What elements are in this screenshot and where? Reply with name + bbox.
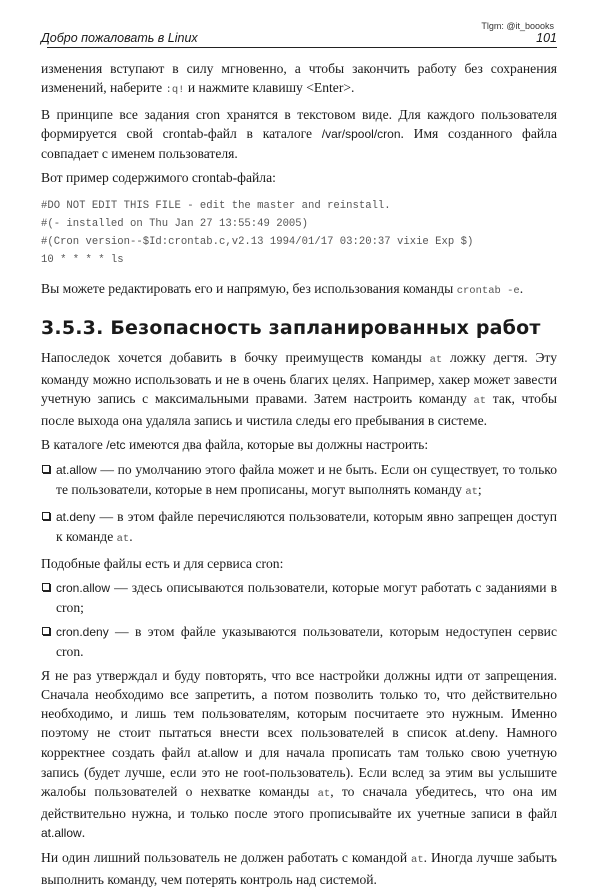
path: /etc (106, 438, 126, 452)
text: и для начала прописать там только свою учетную запись (будет лучше, если это не root-пользователь). Если вслед за этим вы услышите жалобы пользователей о нехватке команды (41, 745, 557, 799)
paragraph (41, 848, 557, 889)
text: — в этом файле указываются пользователи, которым недоступен сервис cron. (56, 624, 557, 659)
code-line: 10 * * * * ls (41, 254, 124, 266)
list-item (41, 578, 557, 617)
text: . Намного корректнее создать файл (41, 725, 557, 760)
text: Ни один лишний пользователь не должен работать с командой (41, 850, 412, 865)
inline-code: at (116, 533, 130, 545)
text: — здесь описываются пользователи, которые могут работать с заданиями в cron; (56, 580, 557, 615)
text: так, чтобы после выхода она удаляла запись и чистила следы его пребывания в системе. (41, 391, 557, 428)
text: имеются два файла, которые вы должны настроить: (125, 437, 429, 452)
text: ; (477, 482, 482, 497)
text: Я не раз утверждал и буду повторять, что все настройки должны идти от запрещения. Сначала необходимо все запретить, а потом позволить только то, что действительно необходимо, и лишь тем пользователям, которым посчитаете это нужным. Именно поэтому не стоит пытаться внести всех пользователей в список (41, 668, 557, 740)
inline-code: :q! (165, 84, 185, 96)
text: Вы можете редактировать его и напрямую, без использования команды (41, 281, 457, 296)
inline-code: crontab -e (456, 285, 520, 297)
code-line: #(Cron version--$Id:crontab.c,v2.13 1994/01/17 03:20:37 vixie Exp $) (41, 236, 474, 248)
inline-code: at (429, 354, 443, 366)
bullet-list-cron (41, 578, 557, 661)
book-title: Добро пожаловать в Linux (41, 31, 198, 45)
paragraph: Вот пример содержимого crontab-файла: (41, 170, 276, 185)
text: — по умолчанию этого файла может и не быть. Если он существует, то только те пользователи, которые в нем прописаны, могут выполнять команду (56, 462, 557, 497)
text: В принципе все задания cron хранятся в текстовом виде. Для каждого пользователя формируется свой crontab-файл в каталоге (41, 107, 557, 141)
code-line: #DO NOT EDIT THIS FILE - edit the master and reinstall. (41, 200, 391, 212)
text: . (129, 529, 133, 544)
paragraph: Подобные файлы есть и для сервиса cron: (41, 556, 284, 571)
bullet-list-at (41, 460, 557, 549)
list-item (41, 507, 557, 549)
paragraph (41, 666, 557, 843)
file-name: cron.allow (56, 581, 111, 595)
text: и нажмите клавишу <Enter>. (184, 80, 355, 95)
file-name: at.allow (41, 826, 82, 840)
file-name: at.deny (455, 726, 495, 740)
text: ложку дегтя. Эту команду можно использовать и не в очень благих целях. Например, хакер может завести учетную запись с максимальными правами. Затем настроить команду (41, 350, 557, 406)
list-item (41, 622, 557, 661)
section-heading: 3.5.3. Безопасность запланированных работ (41, 317, 541, 339)
paragraph (41, 435, 557, 455)
text: В каталоге (41, 437, 107, 452)
inline-code: at (473, 395, 487, 407)
file-name: at.allow (56, 463, 97, 477)
file-name: cron.deny (56, 625, 109, 639)
running-header (41, 31, 557, 48)
page-number: 101 (536, 31, 557, 45)
text: . Иногда лучше забыть выполнить команду, чем потерять контроль над системой. (41, 850, 557, 887)
text: . Имя созданного файла совпадает с именем пользователя. (41, 126, 557, 161)
paragraph (41, 279, 557, 301)
paragraph (41, 348, 557, 430)
list-item (41, 460, 557, 502)
checkbox-bullet-icon (42, 583, 50, 591)
file-name: at.allow (197, 746, 239, 760)
inline-code: at (317, 788, 331, 800)
path: /var/spool/cron (321, 127, 401, 141)
checkbox-bullet-icon (42, 465, 50, 473)
code-block (41, 197, 557, 269)
text: , то сначала убедитесь, что она им действительно нужна, и только после этого прописывайте их учетные записи в файл (41, 784, 557, 821)
inline-code: at (465, 486, 478, 498)
text: . (81, 825, 86, 840)
page-body (41, 59, 557, 894)
checkbox-bullet-icon (42, 512, 50, 520)
code-line: #(- installed on Thu Jan 27 13:55:49 2005) (41, 218, 309, 230)
text: — в этом файле перечисляются пользователи, которым явно запрещен доступ к команде (56, 509, 557, 544)
inline-code: at (411, 854, 424, 866)
text: Напоследок хочется добавить в бочку преимуществ команды (41, 350, 430, 365)
telegram-tag: Tlgm: @it_boooks (481, 21, 554, 31)
checkbox-bullet-icon (42, 627, 50, 635)
paragraph (41, 59, 557, 100)
text: изменения вступают в силу мгновенно, а чтобы закончить работу без сохранения изменений, наберите (41, 61, 557, 95)
file-name: at.deny (56, 510, 96, 524)
text: . (519, 281, 524, 296)
paragraph (41, 105, 557, 163)
